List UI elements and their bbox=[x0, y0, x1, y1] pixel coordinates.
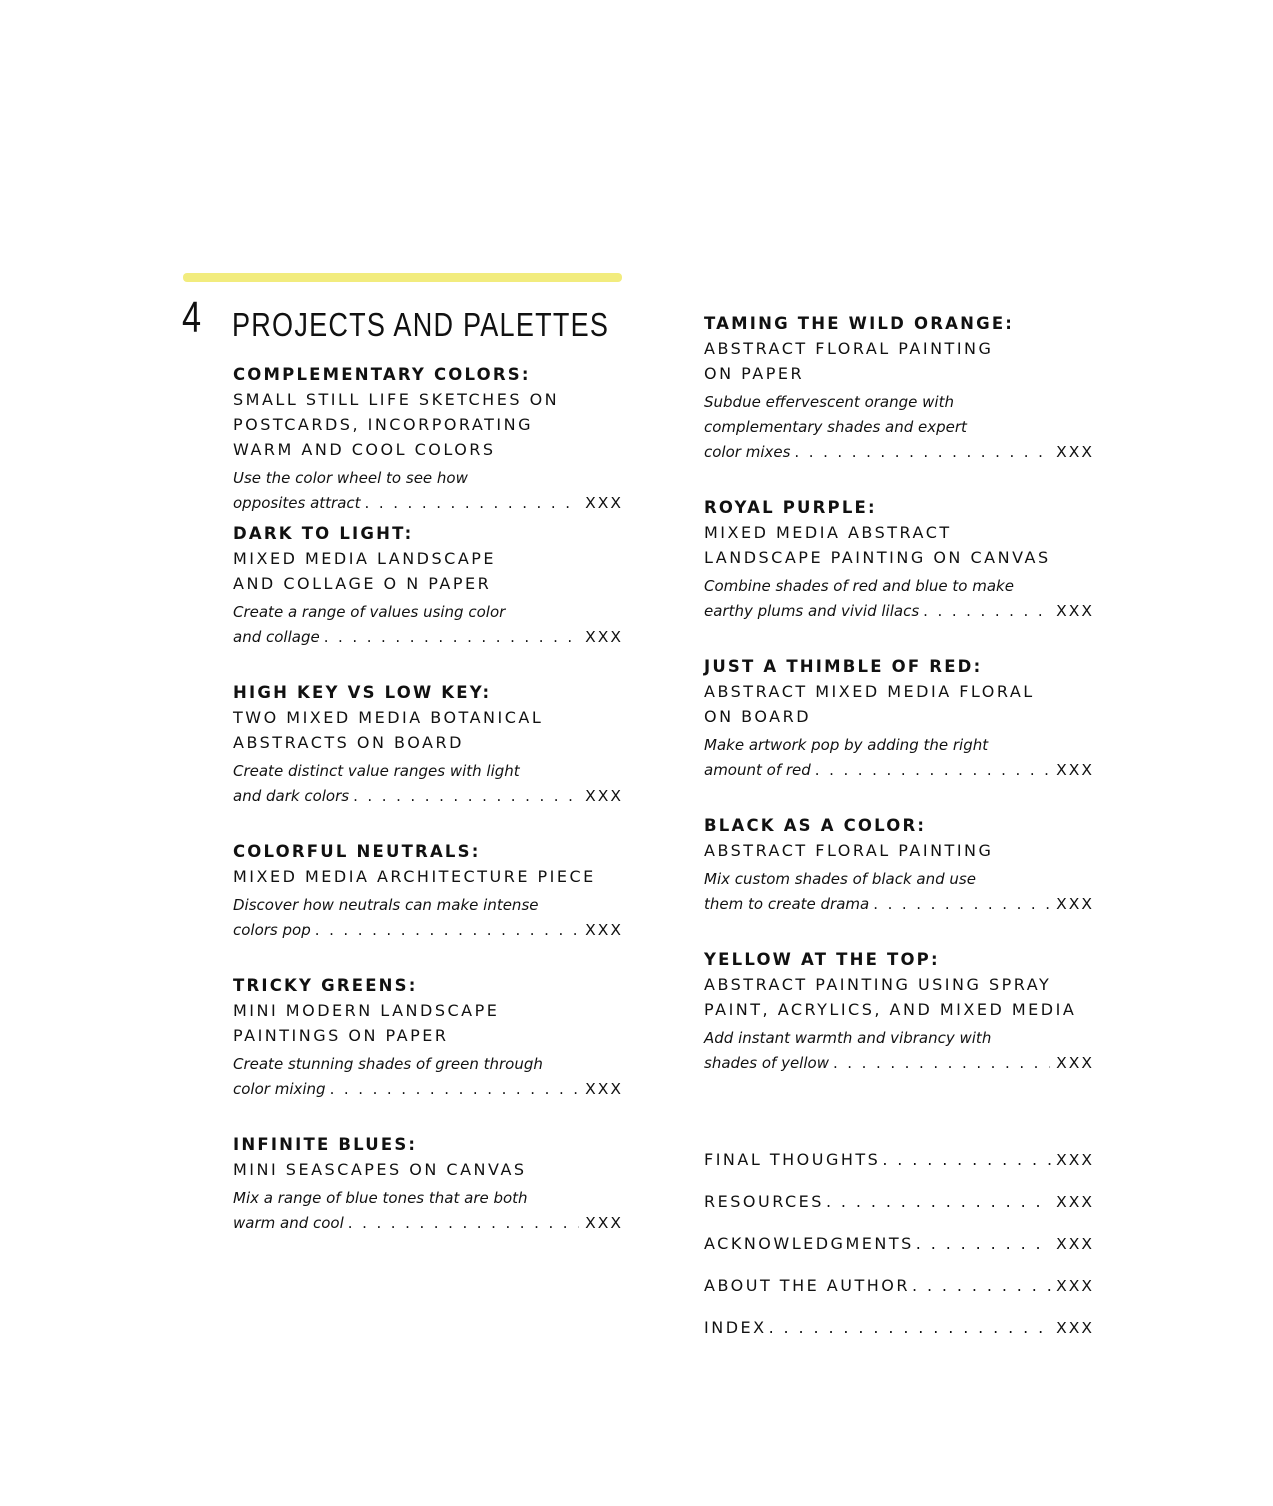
entry-description bbox=[704, 1026, 1094, 1076]
dot-leader bbox=[348, 1211, 579, 1236]
back-matter-item[interactable] bbox=[704, 1273, 1094, 1315]
entry-description bbox=[233, 466, 623, 516]
entry-subtitle: MINI MODERN LANDSCAPE PAINTINGS ON PAPER bbox=[233, 1001, 500, 1045]
dot-leader bbox=[315, 918, 579, 943]
toc-entry[interactable] bbox=[233, 839, 623, 973]
dot-leader bbox=[353, 784, 579, 809]
chapter-title: PROJECTS AND PALETTES bbox=[232, 306, 610, 343]
entry-description-line: warm and cool bbox=[233, 1214, 344, 1232]
entry-subtitle: MIXED MEDIA ABSTRACT LANDSCAPE PAINTING ON CANVAS bbox=[704, 523, 1051, 567]
entry-subtitle: ABSTRACT PAINTING USING SPRAY PAINT, ACRYLICS, AND MIXED MEDIA bbox=[704, 975, 1077, 1019]
entry-description bbox=[704, 574, 1094, 624]
entry-leader-line bbox=[704, 1051, 1094, 1076]
back-matter-item[interactable] bbox=[704, 1147, 1094, 1189]
entry-leader-line bbox=[233, 1211, 623, 1236]
entry-description-line: Mix custom shades of black and use bbox=[704, 870, 976, 888]
entry-description-line: opposites attract bbox=[233, 494, 361, 512]
page-number: XXX bbox=[1056, 602, 1094, 620]
page-number: XXX bbox=[1056, 443, 1094, 461]
entry-leader-line bbox=[704, 599, 1094, 624]
entry-description bbox=[704, 867, 1094, 917]
page-number: XXX bbox=[1056, 1054, 1094, 1072]
back-matter-item[interactable] bbox=[704, 1231, 1094, 1273]
entry-description-line: colors pop bbox=[233, 921, 311, 939]
entry-description-line: amount of red bbox=[704, 761, 811, 779]
entry-description-line: Use the color wheel to see how bbox=[233, 469, 468, 487]
entry-description-line: color mixing bbox=[233, 1080, 326, 1098]
entry-subtitle: ABSTRACT FLORAL PAINTING ON PAPER bbox=[704, 339, 994, 383]
entry-description-line: shades of yellow bbox=[704, 1054, 829, 1072]
toc-left-column bbox=[233, 362, 623, 1291]
back-matter-list bbox=[704, 1147, 1094, 1357]
back-matter-label: INDEX bbox=[704, 1318, 767, 1337]
back-matter-label: FINAL THOUGHTS bbox=[704, 1150, 881, 1169]
dot-leader bbox=[769, 1315, 1053, 1340]
back-matter-label: ABOUT THE AUTHOR bbox=[704, 1276, 910, 1295]
dot-leader bbox=[794, 440, 1050, 465]
entry-leader-line bbox=[704, 892, 1094, 917]
toc-entry[interactable] bbox=[233, 680, 623, 839]
entry-leader-line bbox=[704, 440, 1094, 465]
entry-description bbox=[233, 893, 623, 943]
entry-description-line: Create a range of values using color bbox=[233, 603, 506, 621]
dot-leader bbox=[324, 625, 579, 650]
entry-description bbox=[233, 600, 623, 650]
dot-leader bbox=[912, 1273, 1052, 1298]
page-number: XXX bbox=[585, 1080, 623, 1098]
entry-title: JUST A THIMBLE OF RED: bbox=[704, 657, 983, 676]
toc-entry[interactable] bbox=[704, 654, 1094, 813]
entry-title: ROYAL PURPLE: bbox=[704, 498, 877, 517]
toc-entry[interactable] bbox=[233, 973, 623, 1132]
entry-description bbox=[233, 759, 623, 809]
page-number: XXX bbox=[1056, 1151, 1094, 1169]
entry-title: TRICKY GREENS: bbox=[233, 976, 418, 995]
entry-title: INFINITE BLUES: bbox=[233, 1135, 418, 1154]
entry-description bbox=[233, 1186, 623, 1236]
entry-subtitle: TWO MIXED MEDIA BOTANICAL ABSTRACTS ON BOARD bbox=[233, 708, 544, 752]
back-matter-item[interactable] bbox=[704, 1189, 1094, 1231]
page-number: XXX bbox=[1056, 761, 1094, 779]
entry-title: COMPLEMENTARY COLORS: bbox=[233, 365, 531, 384]
entry-description-line: Combine shades of red and blue to make bbox=[704, 577, 1014, 595]
page-number: XXX bbox=[585, 628, 623, 646]
entry-title: YELLOW AT THE TOP: bbox=[704, 950, 940, 969]
page-number: XXX bbox=[1056, 1235, 1094, 1253]
entry-description-line: Subdue effervescent orange with bbox=[704, 393, 954, 411]
entry-description-line: Create stunning shades of green through bbox=[233, 1055, 543, 1073]
entry-leader-line bbox=[704, 758, 1094, 783]
dot-leader bbox=[873, 892, 1050, 917]
entry-description-line: Make artwork pop by adding the right bbox=[704, 736, 989, 754]
dot-leader bbox=[882, 1147, 1052, 1172]
entry-description-line: earthy plums and vivid lilacs bbox=[704, 602, 920, 620]
entry-description-line: Create distinct value ranges with light bbox=[233, 762, 520, 780]
dot-leader bbox=[916, 1231, 1052, 1256]
page-number: XXX bbox=[1056, 895, 1094, 913]
toc-entry[interactable] bbox=[233, 362, 623, 521]
entry-title: TAMING THE WILD ORANGE: bbox=[704, 314, 1015, 333]
page-number: XXX bbox=[585, 1214, 623, 1232]
entry-subtitle: SMALL STILL LIFE SKETCHES ON POSTCARDS, INCORPORATING WARM AND COOL COLORS bbox=[233, 390, 560, 459]
entry-subtitle: ABSTRACT MIXED MEDIA FLORAL ON BOARD bbox=[704, 682, 1035, 726]
dot-leader bbox=[826, 1189, 1052, 1214]
entry-description bbox=[704, 733, 1094, 783]
dot-leader bbox=[330, 1077, 580, 1102]
entry-description-line: and collage bbox=[233, 628, 320, 646]
toc-entry[interactable] bbox=[233, 1132, 623, 1291]
page-number: XXX bbox=[585, 494, 623, 512]
entry-title: HIGH KEY VS LOW KEY: bbox=[233, 683, 492, 702]
page-number: XXX bbox=[1056, 1319, 1094, 1337]
entry-description-line: Add instant warmth and vibrancy with bbox=[704, 1029, 992, 1047]
dot-leader bbox=[815, 758, 1050, 783]
entry-subtitle: MIXED MEDIA LANDSCAPE AND COLLAGE O N PAPER bbox=[233, 549, 497, 593]
page-number: XXX bbox=[585, 787, 623, 805]
toc-entry[interactable] bbox=[233, 521, 623, 680]
entry-title: BLACK AS A COLOR: bbox=[704, 816, 927, 835]
chapter-number: 4 bbox=[182, 293, 202, 342]
toc-entry[interactable] bbox=[704, 495, 1094, 654]
toc-right-column bbox=[704, 311, 1094, 1106]
entry-description bbox=[233, 1052, 623, 1102]
entry-leader-line bbox=[233, 784, 623, 809]
dot-leader bbox=[365, 491, 580, 516]
entry-leader-line bbox=[233, 1077, 623, 1102]
entry-description-line: color mixes bbox=[704, 443, 791, 461]
toc-entry[interactable] bbox=[704, 813, 1094, 947]
page-number: XXX bbox=[1056, 1193, 1094, 1211]
entry-description-line: Discover how neutrals can make intense bbox=[233, 896, 539, 914]
dot-leader bbox=[833, 1051, 1050, 1076]
entry-title: COLORFUL NEUTRALS: bbox=[233, 842, 481, 861]
dot-leader bbox=[923, 599, 1050, 624]
page-number: XXX bbox=[585, 921, 623, 939]
entry-leader-line bbox=[233, 625, 623, 650]
back-matter-item[interactable] bbox=[704, 1315, 1094, 1357]
entry-description-line: Mix a range of blue tones that are both bbox=[233, 1189, 528, 1207]
entry-description bbox=[704, 390, 1094, 465]
entry-title: DARK TO LIGHT: bbox=[233, 524, 414, 543]
entry-leader-line bbox=[233, 491, 623, 516]
entry-description-line: complementary shades and expert bbox=[704, 418, 967, 436]
back-matter-label: RESOURCES bbox=[704, 1192, 824, 1211]
entry-subtitle: MINI SEASCAPES ON CANVAS bbox=[233, 1160, 527, 1179]
chapter-accent-bar bbox=[183, 273, 622, 282]
toc-entry[interactable] bbox=[704, 947, 1094, 1106]
page-number: XXX bbox=[1056, 1277, 1094, 1295]
entry-description-line: them to create drama bbox=[704, 895, 870, 913]
entry-description-line: and dark colors bbox=[233, 787, 350, 805]
back-matter-label: ACKNOWLEDGMENTS bbox=[704, 1234, 914, 1253]
entry-subtitle: MIXED MEDIA ARCHITECTURE PIECE bbox=[233, 867, 596, 886]
toc-entry[interactable] bbox=[704, 311, 1094, 495]
entry-subtitle: ABSTRACT FLORAL PAINTING bbox=[704, 841, 994, 860]
entry-leader-line bbox=[233, 918, 623, 943]
